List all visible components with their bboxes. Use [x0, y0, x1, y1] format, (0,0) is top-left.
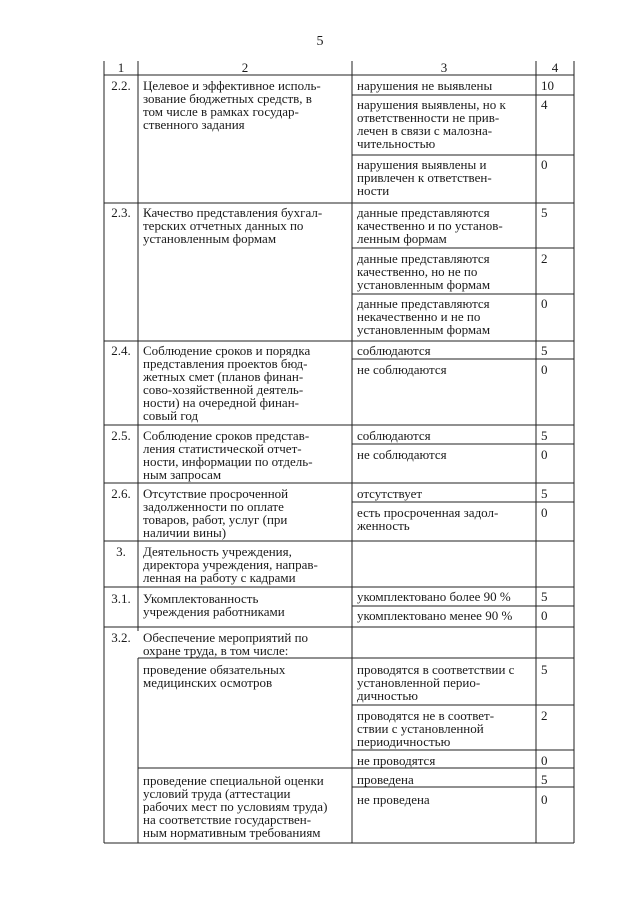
option-text: соблюдаются: [357, 343, 431, 358]
option-score: 5: [541, 205, 548, 220]
option-text: не проводятся: [357, 753, 436, 768]
criterion-text: Качество представления бухгал- терских отчетных данных по установленным формам: [143, 205, 323, 246]
row-number: 2.6.: [111, 486, 131, 501]
option-text: данные представляются качественно, но не по установленным формам: [357, 251, 491, 292]
option-text: проводятся в соответствии с установленной перио- дичностью: [357, 662, 515, 703]
option-text: не соблюдаются: [357, 362, 447, 377]
column-header-4: 4: [551, 60, 559, 75]
criterion-text: Соблюдение сроков представ- ления статистической отчет- ности, информации по отдель- ным запросам: [143, 428, 313, 482]
option-score: 0: [541, 296, 548, 311]
criterion-text: Обеспечение мероприятий по охране труда, в том числе:: [143, 630, 309, 658]
option-score: 2: [541, 251, 548, 266]
option-score: 0: [541, 608, 548, 623]
row-number: 2.5.: [111, 428, 131, 443]
criterion-text: Отсутствие просроченной задолженности по оплате товаров, работ, услуг (при наличии вины): [143, 486, 289, 540]
option-score: 5: [541, 486, 548, 501]
option-text: данные представляются некачественно и не по установленным формам: [357, 296, 491, 337]
option-score: 4: [541, 97, 548, 112]
option-score: 0: [541, 505, 548, 520]
option-score: 5: [541, 772, 548, 787]
option-score: 5: [541, 589, 548, 604]
option-text: соблюдаются: [357, 428, 431, 443]
row-number: 2.4.: [111, 343, 131, 358]
criterion-text: Соблюдение сроков и порядка представления проектов бюд- жетных смет (планов финан- сово-хозяйственной деятель- ности) на очередной финан- совый год: [143, 343, 311, 423]
option-score: 0: [541, 362, 548, 377]
option-score: 0: [541, 792, 548, 807]
option-score: 0: [541, 447, 548, 462]
option-text: проводятся не в соответ- ствии с установленной периодичностью: [357, 708, 495, 749]
option-text: отсутствует: [357, 486, 423, 501]
option-text: укомплектовано менее 90 %: [357, 608, 513, 623]
column-header-2: 2: [241, 60, 249, 75]
option-text: не соблюдаются: [357, 447, 447, 462]
option-text: проведена: [357, 772, 414, 787]
row-number: 3.: [116, 544, 126, 559]
row-number: 2.2.: [111, 78, 131, 93]
option-text: нарушения выявлены и привлечен к ответствен- ности: [357, 157, 492, 198]
option-score: 2: [541, 708, 548, 723]
option-score: 5: [541, 428, 548, 443]
criterion-text: Укомплектованность учреждения работниками: [143, 591, 285, 619]
row-number: 3.2.: [111, 630, 131, 645]
option-score: 5: [541, 343, 548, 358]
sub-criterion-text: проведение обязательных медицинских осмотров: [143, 662, 286, 690]
option-text: нарушения выявлены, но к ответственности не прив- лечен в связи с малозна- чительностью: [357, 97, 506, 151]
criterion-text: Целевое и эффективное исполь- зование бюджетных средств, в том числе в рамках государ- ственного задания: [143, 78, 321, 132]
option-score: 5: [541, 662, 548, 677]
option-score: 0: [541, 753, 548, 768]
option-text: есть просроченная задол- женность: [357, 505, 499, 533]
option-text: укомплектовано более 90 %: [357, 589, 511, 604]
row-number: 3.1.: [111, 591, 131, 606]
option-text: нарушения не выявлены: [357, 78, 493, 93]
option-score: 10: [541, 78, 554, 93]
row-number: 2.3.: [111, 205, 131, 220]
column-header-1: 1: [117, 60, 125, 75]
option-text: данные представляются качественно и по установ- ленным формам: [357, 205, 503, 246]
column-header-3: 3: [440, 60, 448, 75]
section-title: Деятельность учреждения, директора учреждения, направ- ленная на работу с кадрами: [143, 544, 318, 585]
sub-criterion-text: проведение специальной оценки условий труда (аттестации рабочих мест по условиям труда) на соответствие государствен- ным нормативным требованиям: [143, 773, 328, 840]
page-number: 5: [316, 34, 324, 49]
option-score: 0: [541, 157, 548, 172]
option-text: не проведена: [357, 792, 430, 807]
